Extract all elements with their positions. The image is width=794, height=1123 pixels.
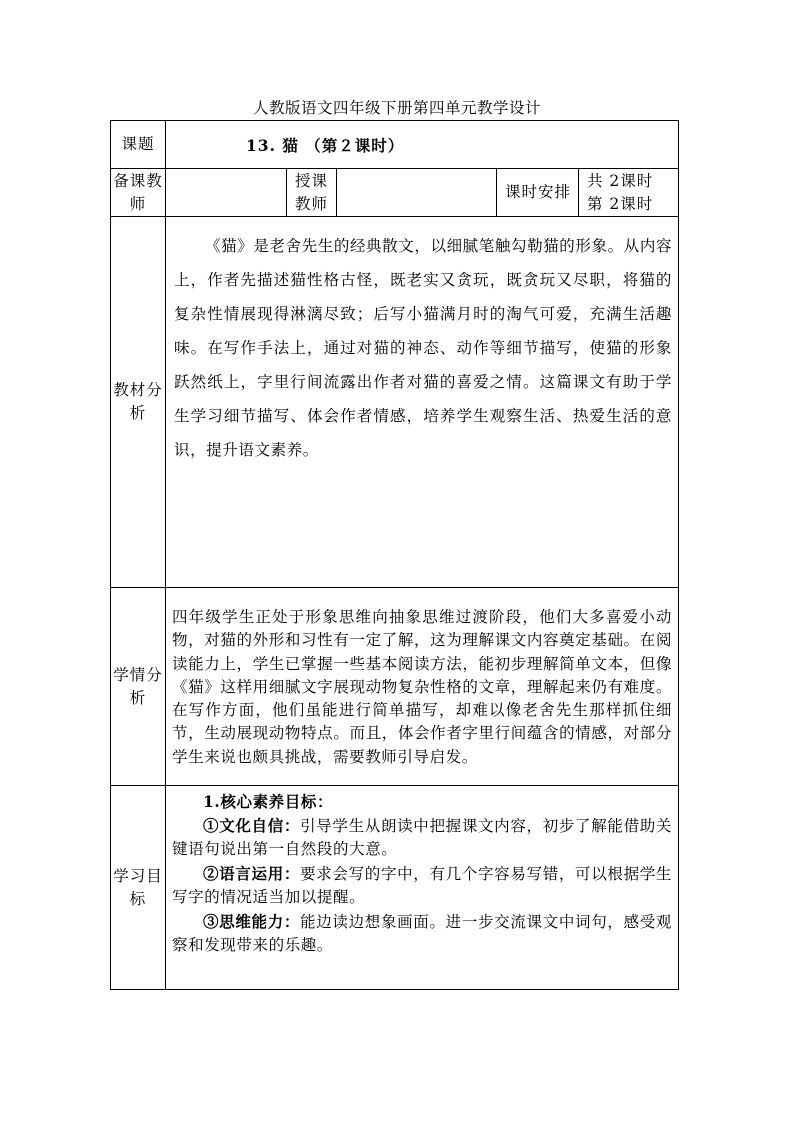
- material-label: 教材分析: [111, 217, 166, 588]
- schedule-value: [579, 169, 679, 217]
- goals-heading: 1.核心素养目标：: [203, 792, 334, 811]
- topic-value: 13. 猫 （第２课时）: [166, 121, 679, 169]
- learner-row: [111, 588, 679, 786]
- goal-text: 能边读边想象画面。进一步交流课文中词句，感受观察和发现带来的乐趣。: [172, 912, 673, 954]
- lesson-plan-table: [110, 120, 679, 990]
- goal-title: ②语言运用：: [203, 863, 301, 883]
- goals-label: 学习目标: [111, 786, 166, 990]
- teacher-row: [111, 169, 679, 217]
- material-analysis-text: 《猫》是老舍先生的经典散文，以细腻笔触勾勒猫的形象。从内容上，作者先描述猫性格古怪，既老实又贪玩，既贪玩又尽职，将猫的复杂性情展现得淋漓尽致；后写小猫满月时的淘气可爱，充满生活趣味。在写作手法上，通过对猫的神态、动作等细节描写，使猫的形象跃然纸上，字里行间流露出作者对猫的喜爱之情。这篇课文有助于学生学习细节描写、体会作者情感，培养学生观察生活、热爱生活的意识，提升语文素养。: [166, 217, 679, 588]
- goal-title: ③思维能力：: [203, 911, 301, 931]
- goal-text: 引导学生从朗读中把握课文内容，初步了解能借助关键语句说出第一自然段的大意。: [172, 816, 673, 858]
- teaching-teacher-value: [337, 169, 497, 217]
- topic-row: [111, 121, 679, 169]
- total-periods: 共 2课时: [587, 171, 654, 190]
- goal-item: [172, 814, 672, 862]
- goals-row: [111, 786, 679, 990]
- prep-teacher-value: [166, 169, 287, 217]
- prep-teacher-label: 备课教师: [111, 169, 166, 217]
- topic-label: 课题: [111, 121, 166, 169]
- goals-content: [166, 786, 679, 990]
- teaching-teacher-label: 授课教师: [287, 169, 337, 217]
- goal-text: 要求会写的字中，有几个字容易写错，可以根据学生写字的情况适当加以提醒。: [172, 864, 673, 906]
- material-row: [111, 217, 679, 588]
- current-period: 第 2课时: [587, 194, 654, 213]
- goal-title: ①文化自信：: [203, 815, 301, 835]
- learner-analysis-text: 四年级学生正处于形象思维向抽象思维过渡阶段，他们大多喜爱小动物，对猫的外形和习性有一定了解，这为理解课文内容奠定基础。在阅读能力上，学生已掌握一些基本阅读方法，能初步理解简单文本，但像《猫》这样用细腻文字展现动物复杂性格的文章，理解起来仍有难度。在写作方面，他们虽能进行简单描写，却难以像老舍先生那样抓住细节，生动展现动物特点。而且，体会作者字里行间蕴含的情感，对部分学生来说也颇具挑战，需要教师引导启发。: [166, 588, 679, 786]
- goal-item: [172, 862, 672, 910]
- document-title: 人教版语文四年级下册第四单元教学设计: [252, 99, 541, 117]
- learner-label: 学情分析: [111, 588, 166, 786]
- schedule-label: 课时安排: [497, 169, 579, 217]
- goal-item: [172, 910, 672, 958]
